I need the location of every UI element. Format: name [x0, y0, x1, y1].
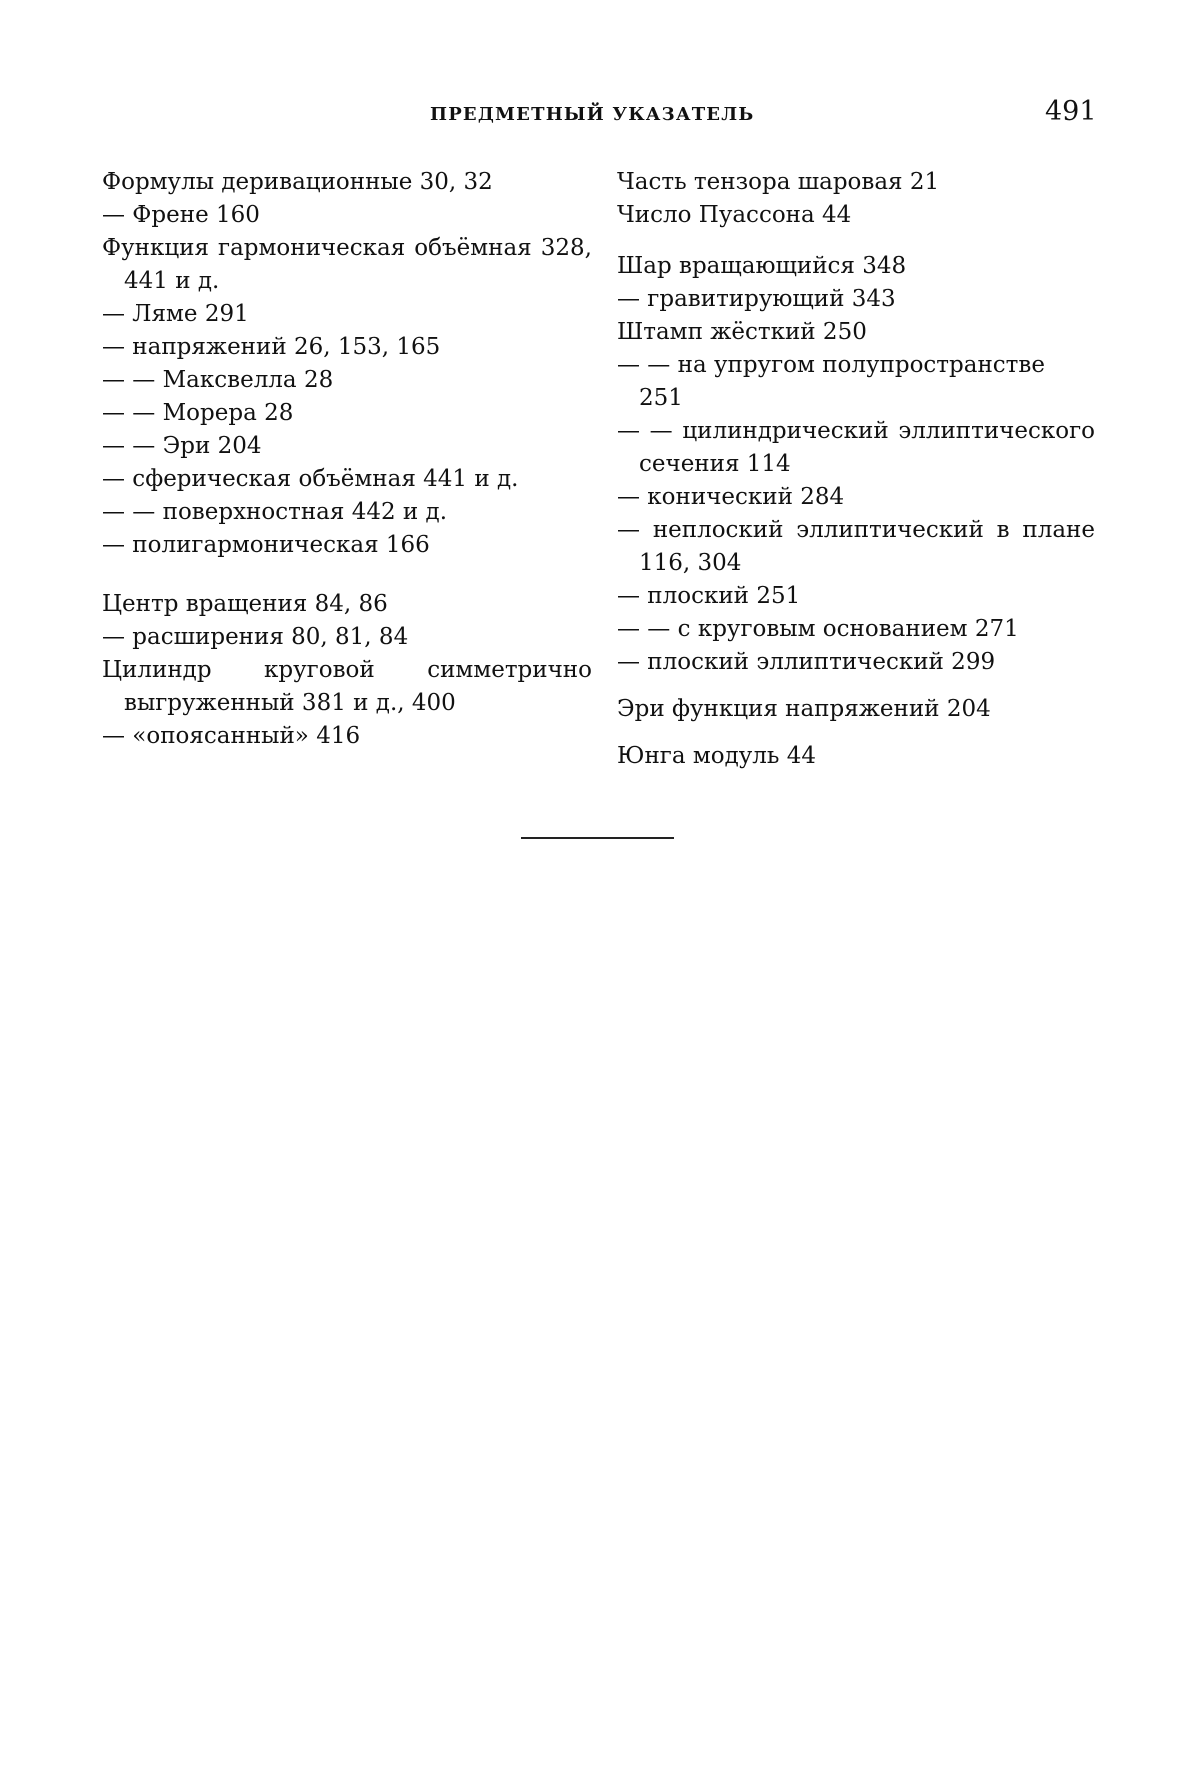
- index-entry: — — Эри 204: [102, 433, 262, 459]
- index-entry: — плоский эллиптический 299: [617, 649, 996, 675]
- index-entry: — — Максвелла 28: [102, 367, 334, 393]
- index-entry: Эри функция напряжений 204: [617, 696, 991, 722]
- index-column-left: [102, 166, 592, 753]
- index-column-right: [617, 166, 1095, 773]
- index-entry: Штамп жёсткий 250: [617, 319, 867, 345]
- index-entry: — гравитирующий 343: [617, 286, 896, 312]
- index-entry: Часть тензора шаровая 21: [617, 169, 940, 195]
- index-entry: — неплоский эллиптический в плане 116, 304: [617, 517, 1095, 576]
- index-entry: — «опоясанный» 416: [102, 723, 361, 749]
- index-entry: Шар вращающийся 348: [617, 253, 907, 279]
- index-entry: Центр вращения 84, 86: [102, 591, 388, 617]
- index-entry: Функция гармоническая объёмная 328, 441 и д.: [102, 235, 592, 294]
- index-entry: — полигармоническая 166: [102, 532, 430, 558]
- index-entry: — Френе 160: [102, 202, 260, 228]
- running-head: ПРЕДМЕТНЫЙ УКАЗАТЕЛЬ: [430, 104, 755, 125]
- end-of-index-rule: [521, 837, 674, 839]
- index-entry: — — цилиндрический эллиптического сечения 114: [617, 418, 1095, 477]
- index-entry: Цилиндр круговой симметрично выгруженный 381 и д., 400: [102, 657, 592, 716]
- index-entry: — Ляме 291: [102, 301, 249, 327]
- index-entry: — — на упругом полупространстве 251: [617, 352, 1045, 411]
- index-entry: — напряжений 26, 153, 165: [102, 334, 441, 360]
- index-entry: — — с круговым основанием 271: [617, 616, 1019, 642]
- index-entry: — конический 284: [617, 484, 845, 510]
- index-entry: — расширения 80, 81, 84: [102, 624, 409, 650]
- index-entry: — — Морера 28: [102, 400, 294, 426]
- page-number: 491: [1045, 96, 1097, 127]
- index-entry: Юнга модуль 44: [617, 743, 816, 769]
- index-entry: — плоский 251: [617, 583, 801, 609]
- index-entry: Число Пуассона 44: [617, 202, 852, 228]
- index-entry: — сферическая объёмная 441 и д.: [102, 466, 519, 492]
- index-entry: — — поверхностная 442 и д.: [102, 499, 448, 525]
- index-entry: Формулы деривационные 30, 32: [102, 169, 493, 195]
